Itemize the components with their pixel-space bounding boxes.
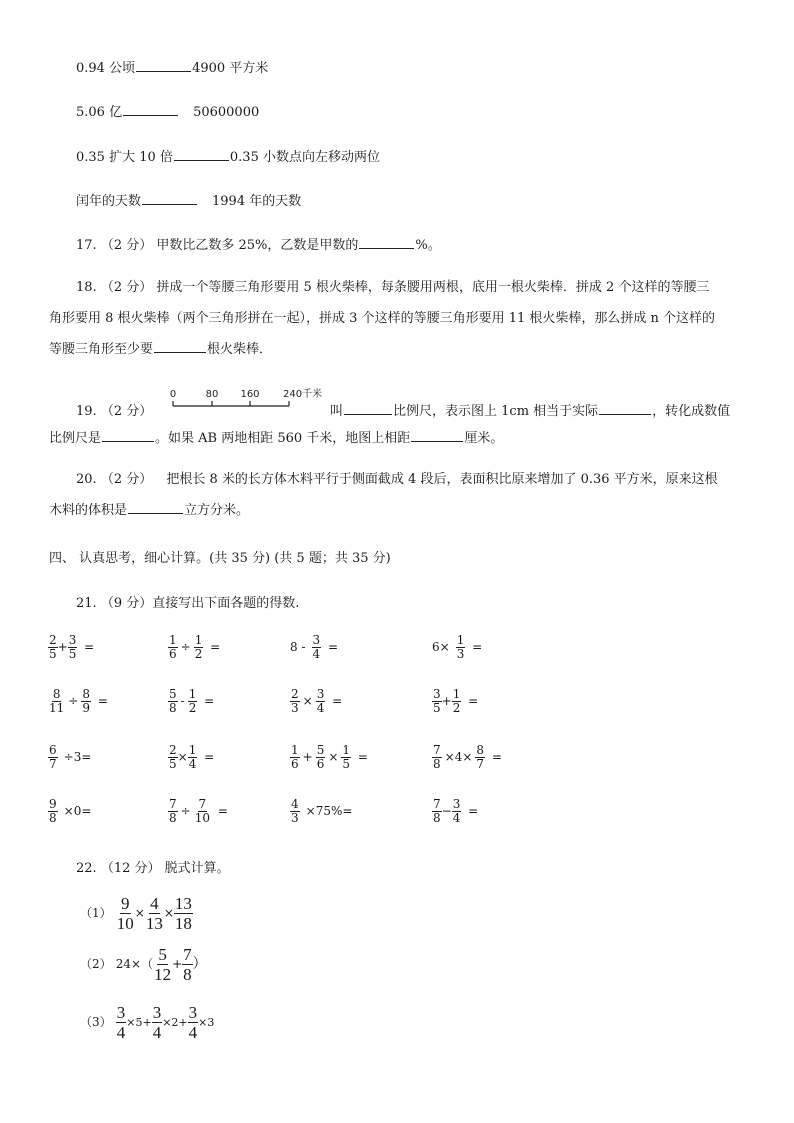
fraction	[290, 798, 300, 825]
calc-item	[290, 688, 345, 715]
math-token: 8	[49, 811, 57, 825]
calc-item	[432, 634, 485, 661]
compare-item-2	[76, 101, 259, 120]
question-19-line2	[49, 427, 503, 446]
calc-item	[168, 634, 223, 661]
fraction	[432, 744, 442, 771]
answer-blank[interactable]	[411, 430, 463, 442]
fraction	[341, 744, 351, 771]
math-token: 3	[316, 687, 325, 701]
math-token: 6	[291, 757, 299, 771]
math-token: +	[441, 694, 452, 708]
math-token: =	[217, 804, 228, 818]
calc-item	[48, 634, 97, 661]
calc-item	[168, 688, 217, 715]
math-token: 2	[188, 701, 197, 715]
compare-right: 0.35 小数点向左移动两位	[229, 150, 380, 165]
math-token: 4	[152, 1023, 162, 1042]
math-token: 8	[433, 757, 441, 771]
question-number: 17.	[76, 238, 97, 253]
fraction	[116, 894, 135, 933]
math-token: =	[210, 640, 221, 654]
math-token: =	[491, 750, 502, 764]
fraction	[312, 634, 322, 661]
question-18	[49, 272, 749, 365]
calc-problem-2	[80, 945, 207, 984]
question-text-line2: 角形要用 8 根火柴棒（两个三角形拼在一起），拼成 3 个这样的等腰三角形要用 11 根火柴棒，那么拼成 n 个这样的	[49, 311, 716, 326]
question-score: （2 分）	[100, 238, 153, 253]
math-token: 1	[194, 633, 203, 647]
question-text: %。	[415, 238, 441, 253]
fraction	[194, 634, 204, 661]
math-token: 3	[452, 797, 461, 811]
math-token: 4	[316, 701, 325, 715]
math-token: 2	[49, 633, 57, 647]
math-token: =	[357, 750, 368, 764]
question-number: 19.	[76, 404, 97, 419]
question-score: （9 分）	[100, 596, 153, 611]
math-token: =	[204, 694, 215, 708]
fraction	[432, 798, 442, 825]
question-19	[76, 400, 152, 419]
question-number: 18.	[76, 280, 97, 295]
question-score: （2 分）	[100, 472, 153, 487]
math-token: 1	[456, 633, 465, 647]
fraction	[316, 744, 326, 771]
question-text: 拼成一个等腰三角形要用 5 根火柴棒，每条腰用两根，底用一根火柴棒．拼成 2 个这样的等腰三	[156, 280, 710, 295]
math-token: ÷	[180, 804, 191, 818]
question-text: ，转化成数值	[652, 404, 731, 419]
math-token: 4	[188, 1023, 198, 1042]
math-token: 7	[49, 757, 57, 771]
math-token: 3	[152, 1003, 162, 1022]
question-text: 根火柴棒．	[207, 342, 273, 357]
answer-blank[interactable]	[154, 341, 206, 353]
calc-problem-1	[80, 894, 193, 933]
math-token: ）	[192, 956, 207, 972]
math-token: ×	[134, 906, 145, 920]
math-token: 7	[433, 797, 441, 811]
math-token: 18	[174, 914, 192, 933]
math-token: ÷	[180, 640, 191, 654]
math-token: ×5+	[126, 1016, 152, 1029]
scale-tick-label: 160	[240, 389, 260, 400]
math-token: 3	[291, 701, 299, 715]
calc-item	[290, 634, 341, 661]
fraction	[290, 744, 300, 771]
scale-tick-label: 240千米	[283, 389, 323, 400]
math-token: 6×	[432, 640, 450, 654]
answer-blank[interactable]	[102, 430, 154, 442]
question-22	[76, 857, 230, 876]
fraction	[153, 945, 172, 984]
math-token: =	[468, 694, 479, 708]
question-text: 比例尺，表示图上 1cm 相当于实际	[393, 404, 599, 419]
math-token: 8	[169, 701, 177, 715]
math-token: 12	[154, 965, 172, 984]
math-token: ×0=	[63, 804, 92, 818]
math-token: 1	[452, 687, 461, 701]
compare-left: 0.35 扩大 10 倍	[76, 150, 173, 165]
math-token: ×	[163, 906, 174, 920]
math-token: 7	[169, 797, 177, 811]
question-17	[76, 234, 441, 253]
question-text: 叫	[330, 404, 344, 419]
answer-blank[interactable]	[174, 149, 229, 161]
question-score: （2 分）	[100, 404, 153, 419]
math-token: ÷	[68, 694, 79, 708]
calc-item	[290, 744, 371, 771]
question-19-line1	[330, 400, 730, 419]
question-text: 脱式计算。	[164, 861, 230, 876]
math-token: ×75%=	[305, 804, 353, 818]
question-number: 20.	[76, 472, 97, 487]
math-token: 3	[291, 811, 299, 825]
fraction	[48, 798, 58, 825]
compare-right: 4900 平方米	[192, 61, 269, 76]
math-token: 2	[169, 743, 177, 757]
math-token: （2）	[80, 957, 112, 971]
answer-blank[interactable]	[128, 502, 183, 514]
calc-problem-3	[80, 1003, 214, 1042]
fraction	[188, 688, 198, 715]
question-score: （12 分）	[100, 861, 161, 876]
question-text: 甲数比乙数多 25%，乙数是甲数的	[156, 238, 359, 253]
math-token: +	[302, 750, 313, 764]
math-token: （3）	[80, 1015, 112, 1029]
math-token: ÷3=	[63, 750, 92, 764]
calc-item	[432, 798, 481, 825]
math-token: 8 -	[290, 640, 306, 654]
math-token: 6	[169, 647, 177, 661]
math-token: 1	[291, 743, 299, 757]
math-token: 2	[194, 647, 203, 661]
math-token: +	[57, 640, 68, 654]
compare-right: 1994 年的天数	[212, 194, 302, 209]
fraction	[452, 798, 462, 825]
math-token: 7	[433, 743, 441, 757]
math-token: 5	[49, 647, 57, 661]
math-token: ×2+	[162, 1016, 188, 1029]
math-token: =	[204, 750, 215, 764]
calc-item	[432, 688, 481, 715]
math-token: 9	[49, 797, 57, 811]
math-token: 3	[188, 1003, 198, 1022]
math-token: ×3	[198, 1016, 215, 1029]
math-token: 4	[312, 647, 321, 661]
math-token: =	[468, 804, 479, 818]
math-token: 11	[49, 701, 65, 715]
math-token: 8	[433, 811, 441, 825]
math-token: 1	[169, 633, 177, 647]
fraction	[152, 1003, 163, 1042]
scale-tick-label: 0	[169, 389, 177, 400]
compare-item-4	[76, 190, 301, 209]
scale-bar-image	[168, 385, 338, 415]
math-token: 4	[116, 1023, 126, 1042]
math-token: ×4×	[444, 750, 473, 764]
math-token: 7	[198, 797, 207, 811]
math-token: =	[327, 640, 339, 654]
math-token: 5	[169, 757, 177, 771]
compare-item-3	[76, 146, 380, 165]
section-heading: 四、 认真思考，细心计算。(共 35 分) (共 5 题；共 35 分)	[49, 551, 391, 566]
fraction	[168, 798, 178, 825]
math-token: 5	[316, 743, 325, 757]
math-token: 5	[68, 647, 77, 661]
math-token: 1	[188, 687, 197, 701]
calc-item	[290, 798, 352, 825]
math-token: 3	[68, 633, 77, 647]
math-token: 8	[52, 687, 61, 701]
math-token: 8	[476, 743, 485, 757]
calc-item	[48, 798, 91, 825]
math-token: −	[441, 804, 452, 818]
math-token: 2	[291, 687, 299, 701]
calc-item	[168, 798, 231, 825]
math-token: 4	[188, 757, 197, 771]
math-token: 10	[194, 811, 210, 825]
math-token: 1	[342, 743, 351, 757]
question-text: 立方分米。	[184, 503, 250, 518]
math-token: =	[472, 640, 483, 654]
math-token: 8	[169, 811, 177, 825]
math-token: 4	[291, 797, 299, 811]
math-token: 5	[158, 945, 167, 964]
math-token: 5	[342, 757, 351, 771]
fraction	[145, 894, 164, 933]
fraction	[174, 894, 193, 933]
fraction	[452, 688, 462, 715]
math-token: 9	[82, 701, 90, 715]
fraction	[194, 798, 211, 825]
question-score: （2 分）	[100, 280, 153, 295]
fraction	[81, 688, 91, 715]
compare-item-1	[76, 57, 268, 76]
question-text: 厘米。	[464, 431, 504, 446]
question-text: 木料的体积是	[49, 503, 128, 518]
math-token: 7	[476, 757, 485, 771]
math-token: 4	[150, 894, 159, 913]
fraction	[48, 688, 65, 715]
math-token: 7	[183, 945, 192, 964]
answer-blank[interactable]	[359, 237, 414, 249]
math-token: 3	[433, 687, 441, 701]
calc-item	[48, 744, 91, 771]
math-token: 5	[433, 701, 441, 715]
math-token: 10	[116, 914, 134, 933]
fraction	[116, 1003, 127, 1042]
math-token: ×	[302, 694, 313, 708]
fraction	[168, 744, 178, 771]
compare-right: 50600000	[193, 105, 260, 120]
compare-left: 闰年的天数	[76, 194, 142, 209]
question-text: 比例尺是	[49, 431, 102, 446]
fraction	[316, 688, 326, 715]
math-token: 3	[312, 633, 321, 647]
scale-tick-label: 80	[205, 389, 219, 400]
compare-left: 5.06 亿	[76, 105, 123, 120]
math-token: +	[172, 957, 183, 971]
question-21	[76, 592, 299, 611]
math-token: ×	[328, 750, 339, 764]
math-token: -	[180, 694, 185, 708]
fraction	[188, 1003, 199, 1042]
math-token: 8	[82, 687, 90, 701]
math-token: 24×（	[115, 957, 154, 971]
math-token: 13	[145, 914, 163, 933]
math-token: 6	[316, 757, 325, 771]
fraction	[188, 744, 198, 771]
math-token: 3	[116, 1003, 126, 1022]
math-token: 6	[49, 743, 57, 757]
answer-blank[interactable]	[344, 403, 392, 415]
question-text: 把根长 8 米的长方体木料平行于侧面截成 4 段后，表面积比原来增加了 0.36 平方米，原来这根	[166, 472, 718, 487]
math-token: =	[97, 694, 108, 708]
question-number: 22.	[76, 861, 97, 876]
question-text: 。如果 AB 两地相距 560 千米，地图上相距	[155, 431, 411, 446]
fraction	[456, 634, 466, 661]
answer-blank[interactable]	[123, 104, 178, 116]
fraction	[290, 688, 300, 715]
question-text: 直接写出下面各题的得数.	[152, 596, 300, 611]
math-token: 2	[452, 701, 461, 715]
math-token: 8	[183, 965, 192, 984]
fraction	[432, 688, 442, 715]
fraction	[68, 634, 78, 661]
calc-item	[432, 744, 505, 771]
answer-blank[interactable]	[599, 403, 651, 415]
math-token: =	[332, 694, 343, 708]
answer-blank[interactable]	[142, 193, 197, 205]
math-token: 13	[174, 894, 192, 913]
math-token: （1）	[80, 906, 112, 920]
question-number: 21.	[76, 596, 97, 611]
question-text: 等腰三角形至少要	[49, 342, 154, 357]
fraction	[48, 634, 58, 661]
math-token: 4	[452, 811, 461, 825]
fraction	[168, 688, 178, 715]
math-token: ×	[177, 750, 188, 764]
math-token: 3	[456, 647, 465, 661]
fraction	[475, 744, 485, 771]
fraction	[182, 945, 193, 984]
math-token: 9	[121, 894, 130, 913]
calc-item	[48, 688, 111, 715]
fraction	[48, 744, 58, 771]
math-token: 5	[169, 687, 177, 701]
math-token: 1	[188, 743, 197, 757]
compare-left: 0.94 公顷	[76, 61, 136, 76]
math-token: =	[84, 640, 95, 654]
question-20	[49, 464, 718, 526]
answer-blank[interactable]	[136, 60, 191, 72]
calc-item	[168, 744, 217, 771]
fraction	[168, 634, 178, 661]
